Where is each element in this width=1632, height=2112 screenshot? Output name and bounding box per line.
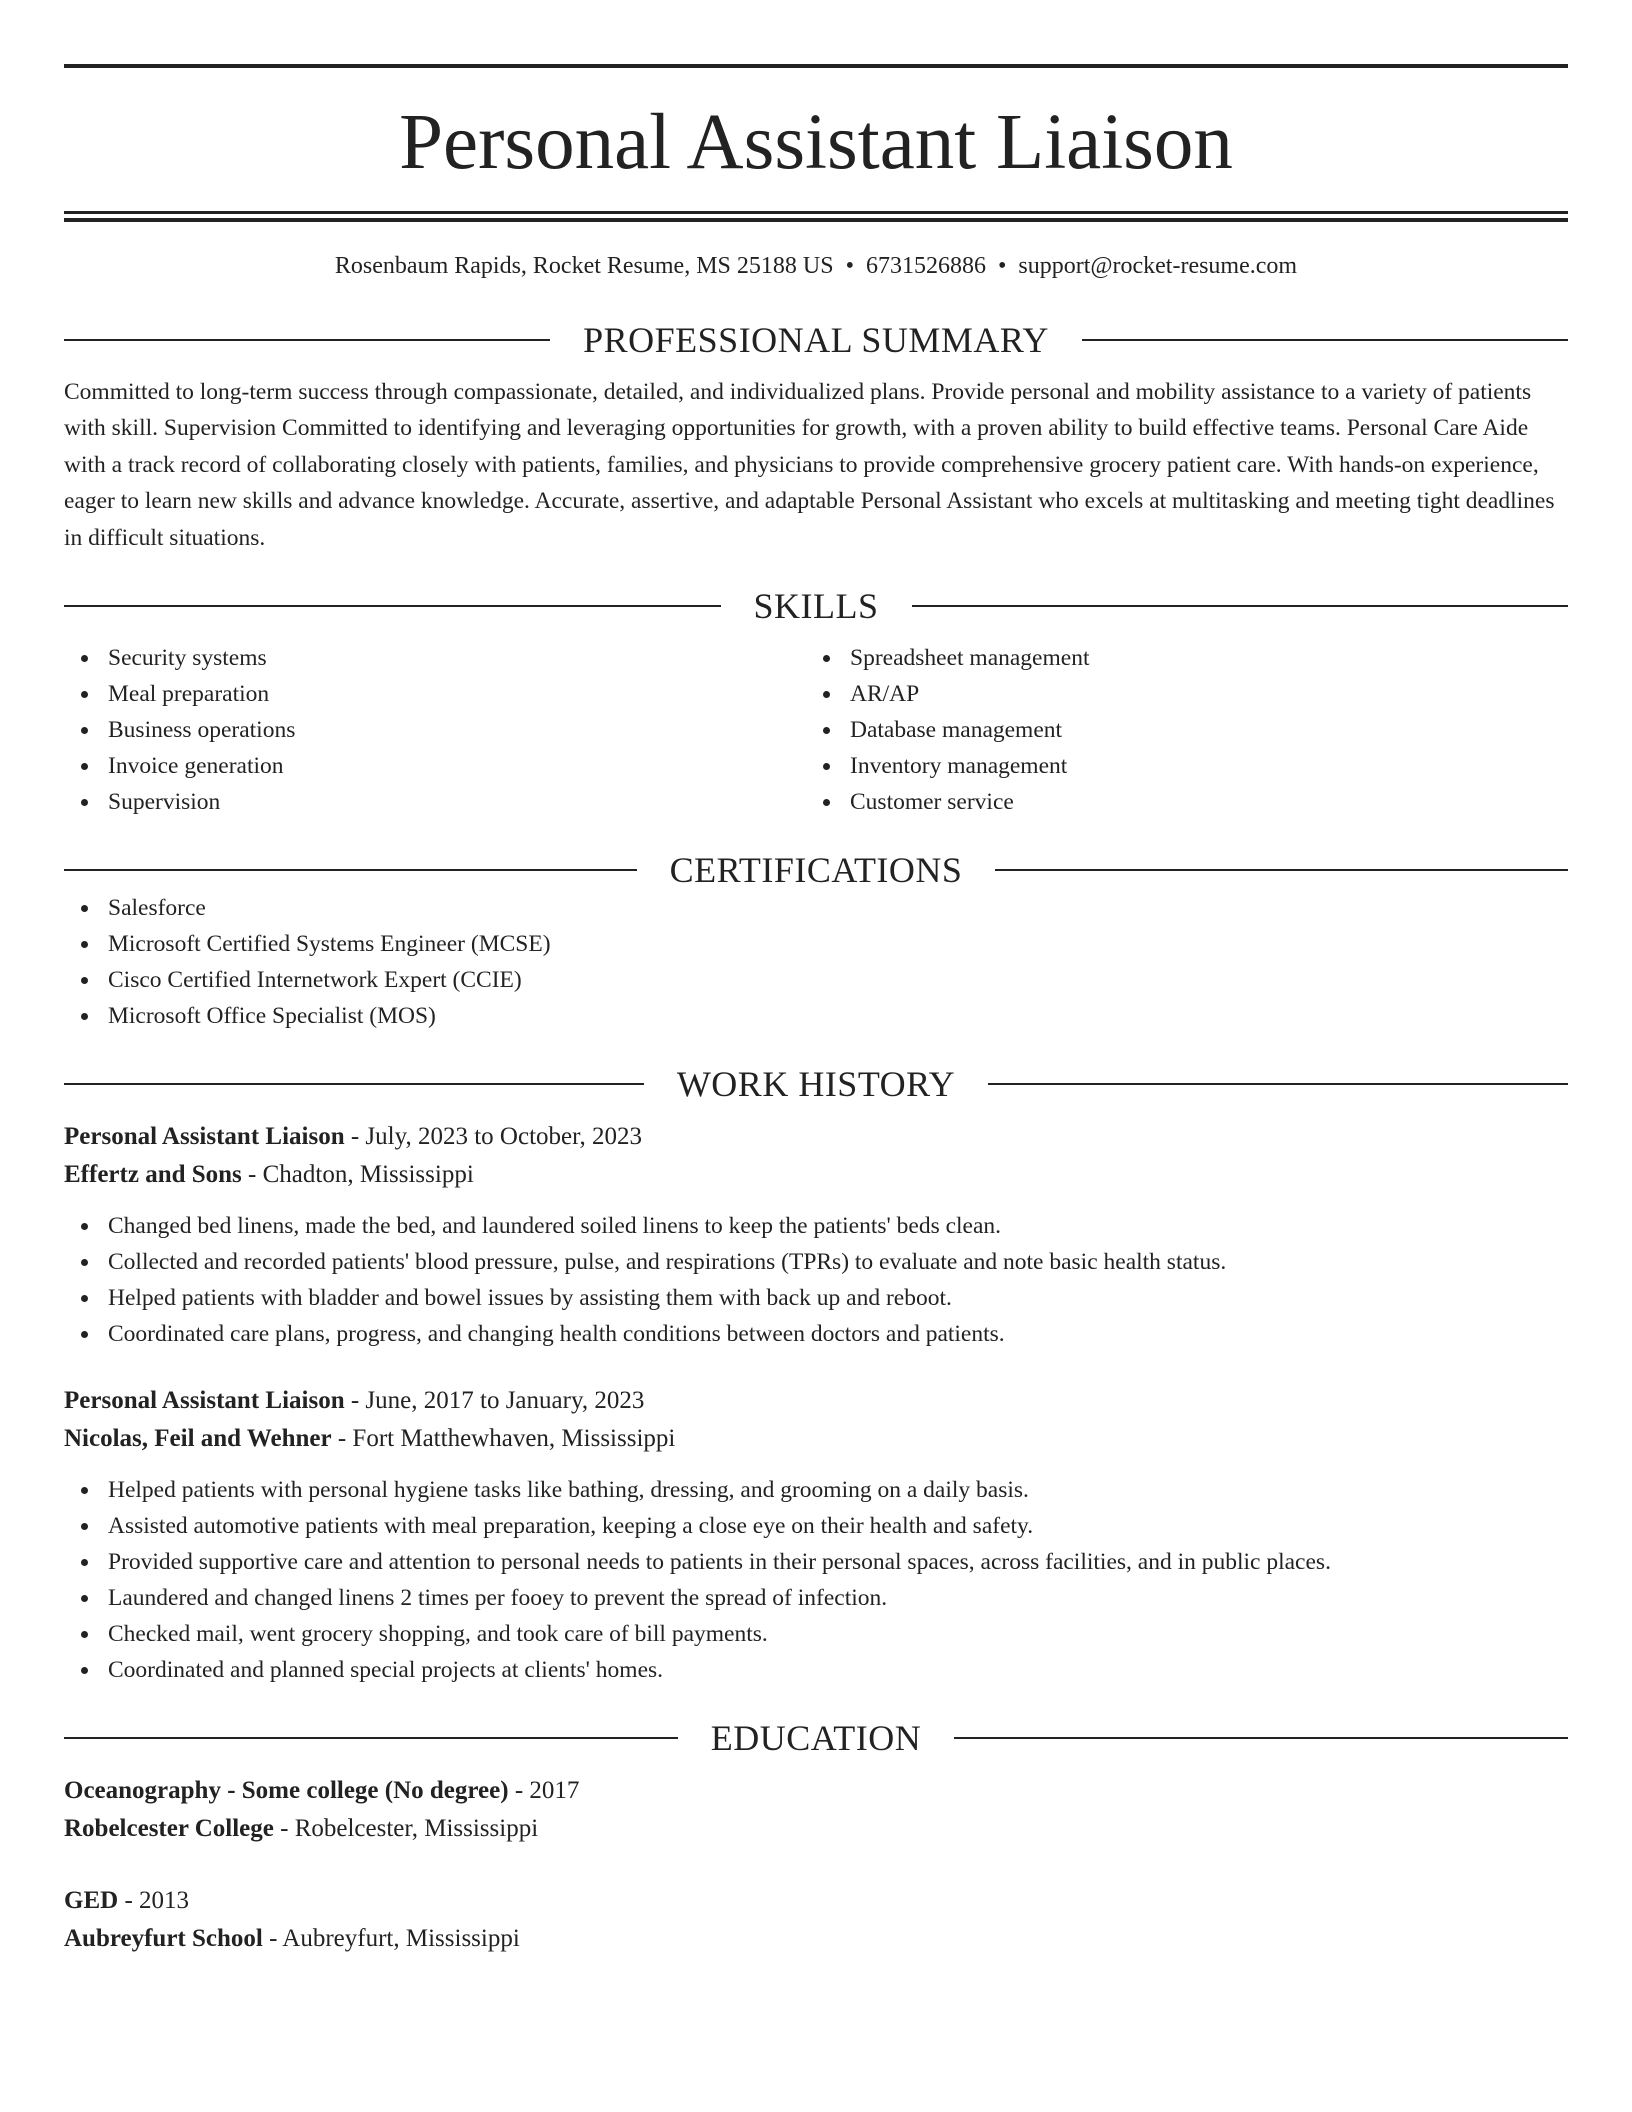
section-rule xyxy=(64,1737,678,1739)
job-duty: Coordinated and planned special projects at clients' homes. xyxy=(64,1652,1568,1688)
education-school-line xyxy=(64,1920,1568,1958)
section-title: CERTIFICATIONS xyxy=(669,850,963,891)
job-duty: Assisted automotive patients with meal preparation, keeping a close eye on their health and safety. xyxy=(64,1508,1568,1544)
section-rule xyxy=(64,1083,644,1085)
skill-item: Inventory management xyxy=(806,748,1548,784)
job-title-line xyxy=(64,1118,1568,1156)
job-duty: Checked mail, went grocery shopping, and took care of bill payments. xyxy=(64,1616,1568,1652)
job-dates: - July, 2023 to October, 2023 xyxy=(344,1123,642,1151)
job-duty: Collected and recorded patients' blood pressure, pulse, and respirations (TPRs) to evaluate and note basic health status. xyxy=(64,1244,1568,1280)
section-title: EDUCATION xyxy=(710,1718,922,1759)
contact-phone: 6731526886 xyxy=(865,253,986,279)
education-year: - 2013 xyxy=(118,1887,190,1915)
job-company-line xyxy=(64,1156,1568,1194)
certification-item: Microsoft Certified Systems Engineer (MCSE) xyxy=(64,926,1568,962)
job-company: Effertz and Sons xyxy=(64,1161,242,1189)
skills-column-left xyxy=(64,640,806,820)
contact-separator: • xyxy=(997,253,1007,279)
certification-item: Microsoft Office Specialist (MOS) xyxy=(64,998,1568,1034)
section-rule xyxy=(64,339,550,341)
skill-item: Database management xyxy=(806,712,1548,748)
job-location: - Fort Matthewhaven, Mississippi xyxy=(331,1425,676,1453)
education-entry xyxy=(64,1882,1568,1958)
education-degree: Oceanography - Some college (No degree) xyxy=(64,1777,509,1805)
education-location: - Aubreyfurt, Mississippi xyxy=(262,1925,520,1953)
section-header-summary xyxy=(64,320,1568,360)
job-company: Nicolas, Feil and Wehner xyxy=(64,1425,332,1453)
skill-item: Meal preparation xyxy=(64,676,806,712)
section-rule xyxy=(988,1083,1568,1085)
contact-email: support@rocket-resume.com xyxy=(1018,253,1298,279)
job-title-line xyxy=(64,1382,1568,1420)
section-header-skills xyxy=(64,586,1568,626)
education-school: Robelcester College xyxy=(64,1815,274,1843)
job-duties xyxy=(64,1208,1568,1352)
double-rule xyxy=(64,211,1568,222)
job-duty: Helped patients with bladder and bowel issues by assisting them with back up and reboot. xyxy=(64,1280,1568,1316)
section-rule xyxy=(64,605,721,607)
certification-item: Salesforce xyxy=(64,890,1568,926)
skill-item: Supervision xyxy=(64,784,806,820)
section-title: PROFESSIONAL SUMMARY xyxy=(583,320,1049,360)
job-location: - Chadton, Mississippi xyxy=(241,1161,474,1189)
job-duties xyxy=(64,1472,1568,1688)
certification-item: Cisco Certified Internetwork Expert (CCIE) xyxy=(64,962,1568,998)
section-header-education xyxy=(64,1718,1568,1758)
job-duty: Changed bed linens, made the bed, and laundered soiled linens to keep the patients' beds clean. xyxy=(64,1208,1568,1244)
section-rule xyxy=(912,605,1569,607)
education-degree-line xyxy=(64,1772,1568,1810)
job-duty: Helped patients with personal hygiene tasks like bathing, dressing, and grooming on a daily basis. xyxy=(64,1472,1568,1508)
job-dates: - June, 2017 to January, 2023 xyxy=(344,1387,645,1415)
education-school: Aubreyfurt School xyxy=(64,1925,263,1953)
skill-item: Customer service xyxy=(806,784,1548,820)
section-rule xyxy=(1082,339,1568,341)
contact-separator: • xyxy=(845,253,854,279)
contact-address: Rosenbaum Rapids, Rocket Resume, MS 25188 US xyxy=(334,253,834,279)
education-year: - 2017 xyxy=(508,1777,580,1805)
education-degree-line xyxy=(64,1882,1568,1920)
resume-page xyxy=(64,64,1568,1958)
job-title: Personal Assistant Liaison xyxy=(64,1123,345,1151)
summary-text: Committed to long-term success through compassionate, detailed, and individualized plans. Provide personal and mobility assistance to a variety of patients with skill. Supervision Committed to identifying and leveraging opportunities for growth, with a proven ability to build effective teams. Personal Care Aide with a track record of collaborating closely with patients, families, and physicians to provide comprehensive grocery patient care. With hands-on experience, eager to learn new skills and advance knowledge. Accurate, assertive, and adaptable Personal Assistant who excels at multitasking and meeting tight deadlines in difficult situations. xyxy=(64,379,1555,551)
job-duty: Coordinated care plans, progress, and changing health conditions between doctors and patients. xyxy=(64,1316,1568,1352)
section-title: WORK HISTORY xyxy=(676,1064,956,1105)
education-location: - Robelcester, Mississippi xyxy=(273,1815,539,1843)
skills-list xyxy=(64,640,1568,820)
skills-column-right xyxy=(806,640,1548,820)
top-rule xyxy=(64,64,1568,68)
candidate-name: Personal Assistant Liaison xyxy=(399,99,1233,186)
job-duty: Laundered and changed linens 2 times per fooey to prevent the spread of infection. xyxy=(64,1580,1568,1616)
skill-item: Security systems xyxy=(64,640,806,676)
section-title: SKILLS xyxy=(753,586,879,627)
skill-item: Spreadsheet management xyxy=(806,640,1548,676)
skill-item: Business operations xyxy=(64,712,806,748)
section-rule xyxy=(64,869,637,871)
skill-item: AR/AP xyxy=(806,676,1548,712)
job-entry xyxy=(64,1118,1568,1352)
job-company-line xyxy=(64,1420,1568,1458)
job-duty: Provided supportive care and attention to personal needs to patients in their personal spaces, across facilities, and in public places. xyxy=(64,1544,1568,1580)
job-title: Personal Assistant Liaison xyxy=(64,1387,345,1415)
section-rule xyxy=(995,869,1568,871)
education-school-line xyxy=(64,1810,1568,1848)
section-rule xyxy=(954,1737,1568,1739)
education-entry xyxy=(64,1772,1568,1848)
education-degree: GED xyxy=(64,1887,119,1915)
job-entry xyxy=(64,1382,1568,1688)
section-header-work xyxy=(64,1064,1568,1104)
skill-item: Invoice generation xyxy=(64,748,806,784)
certifications-list xyxy=(64,890,1568,1034)
section-header-certifications xyxy=(64,850,1568,890)
contact-line xyxy=(64,250,1568,282)
